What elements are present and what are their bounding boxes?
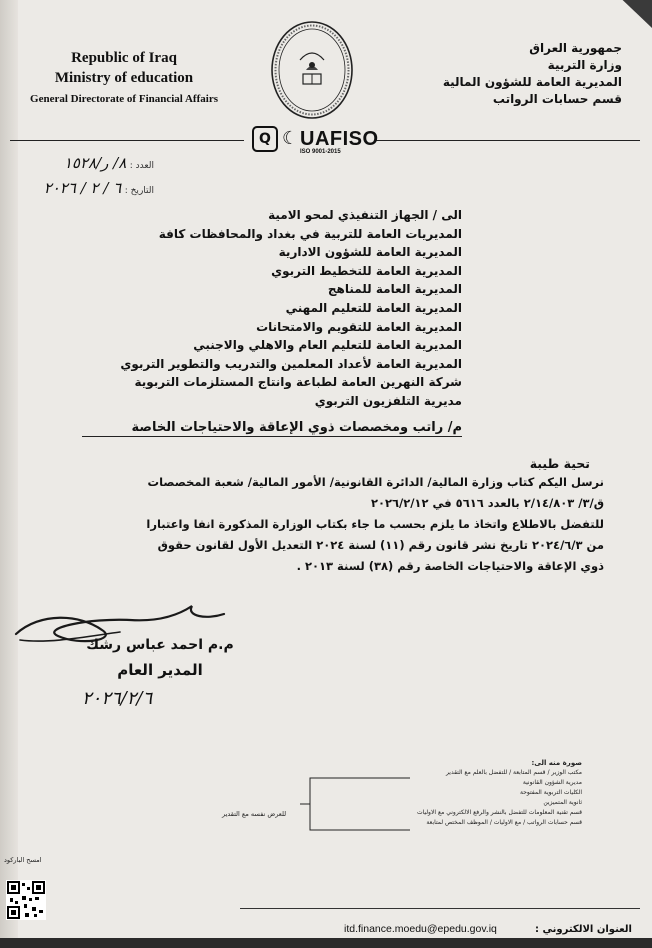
- footer-email[interactable]: itd.finance.moedu@epedu.gov.iq: [344, 923, 497, 935]
- reference-number: [4, 152, 154, 177]
- addressee-item: المديرية العامة لأعداد المعلمين والتدريب والتطوير التربوي: [120, 356, 462, 371]
- quality-badge-icon: Q: [252, 126, 278, 152]
- addressee-item: المديرية العامة للتعليم العام والاهلي والاجنبي: [193, 338, 462, 353]
- en-header-line-1: Republic of Iraq: [71, 50, 177, 66]
- reference-date: [4, 177, 154, 202]
- footer-rule: [240, 908, 640, 909]
- english-header: [14, 48, 234, 109]
- greeting: تحية طيبة: [529, 456, 590, 471]
- signatory-title: المدير العام: [117, 661, 203, 679]
- addressee-item: المديرية العامة للشؤون الادارية: [278, 245, 462, 260]
- body-line: ق/٣/ ٢/١٤/٨٠٣ بالعدد ٥٦١٦ في ٢٠٢٦/٢/١٢: [370, 496, 604, 510]
- reference-number-label: العدد :: [129, 161, 154, 171]
- barcode-label: امسح الباركود: [4, 856, 42, 864]
- copy-item: قسم تقنية المعلومات للتفضل بالنشر والرفع الالكتروني مع الاوليات: [416, 809, 582, 816]
- letter-subject: م/ راتب ومخصصات ذوي الإعاقة والاحتياجات الخاصة: [82, 420, 462, 437]
- iso-standard: ISO 9001-2015: [300, 149, 341, 155]
- copies-heading: صورة منه الى:: [531, 759, 582, 767]
- signatory-block: [60, 633, 260, 683]
- addressee-item: المديريات العامة للتربية في بغداد والمحافظات كافة: [158, 226, 462, 241]
- copy-item: قسم حسابات الرواتب / مع الاوليات / الموظف المختص لمتابعة: [426, 819, 582, 826]
- addressee-item: المديرية العامة للتخطيط التربوي: [271, 263, 462, 278]
- en-header-line-2: Ministry of education: [54, 70, 194, 86]
- reference-date-value: ٦ / ٢ / ٢٠٢٦: [43, 179, 122, 197]
- page-edge: [0, 0, 18, 948]
- ar-header-line-1: جمهورية العراق: [529, 41, 622, 55]
- addressee-item: شركة النهرين العامة لطباعة وانتاج المستلزمات التربوية: [134, 375, 462, 390]
- body-line: من ٢٠٢٤/٦/٣ تاريخ نشر قانون رقم (١١) لسنة ٢٠٢٤ التعديل الأول لقانون حقوق: [157, 538, 604, 552]
- ministry-seal-icon: [270, 20, 354, 120]
- qr-code-icon[interactable]: [6, 880, 46, 920]
- copy-item: الكليات التربوية المفتوحة: [519, 789, 582, 796]
- addressee-item: الى / الجهاز التنفيذي لمحو الامية: [268, 208, 462, 222]
- certification-brand: UAFISO: [300, 128, 379, 150]
- reference-date-label: التاريخ :: [124, 186, 154, 196]
- corner-fold: [610, 0, 652, 28]
- reference-number-value: ٨/ ر/١٥٢٨: [63, 154, 127, 172]
- addressee-item: المديرية العامة للتقويم والامتحانات: [256, 319, 462, 334]
- body-line: نرسل اليكم كتاب وزارة المالية/ الدائرة القانونية/ الأمور المالية/ شعبة المخصصات: [147, 475, 604, 489]
- reference-block: [4, 152, 154, 202]
- arabic-header: [432, 40, 622, 108]
- copy-item: مديرية الشؤون القانونية: [522, 779, 582, 786]
- copies-bracket: [300, 774, 420, 834]
- certificate-mark-icon: ☾: [282, 128, 299, 149]
- signature-date: ٢٠٢٦/٢/٦: [82, 688, 153, 709]
- letter-body: [44, 472, 604, 577]
- footer-email-label: العنوان الالكتروني :: [535, 924, 632, 935]
- signatory-name: م.م احمد عباس رشك: [86, 637, 234, 653]
- ar-header-line-3: المديرية العامة للشؤون المالية: [442, 75, 622, 89]
- body-line: للتفضل بالاطلاع واتخاذ ما يلزم بحسب ما جاء بكتاب الوزارة المذكورة انفا واعتبارا: [146, 517, 604, 531]
- en-header-line-3: General Directorate of Financial Affairs: [30, 93, 218, 105]
- bottom-band: [0, 938, 652, 948]
- body-line: ذوي الإعاقة والاحتياجات الخاصة رقم (٣٨) لسنة ٢٠١٣ .: [296, 559, 604, 573]
- addressee-item: المديرية العامة للمناهج: [327, 282, 462, 297]
- copies-note: للعرض نفسه مع التقدير: [222, 810, 287, 818]
- ar-header-line-2: وزارة التربية: [547, 58, 622, 72]
- copy-item: ثانوية المتميزين: [543, 799, 582, 806]
- copy-item: مكتب الوزير / قسم المتابعة / للتفضل بالعلم مع التقدير: [446, 769, 582, 776]
- addressee-item: مديرية التلفزيون التربوي: [314, 393, 462, 408]
- addressee-item: المديرية العامة للتعليم المهني: [285, 300, 462, 315]
- addressee-list: [120, 206, 462, 411]
- ar-header-line-4: قسم حسابات الرواتب: [492, 92, 622, 106]
